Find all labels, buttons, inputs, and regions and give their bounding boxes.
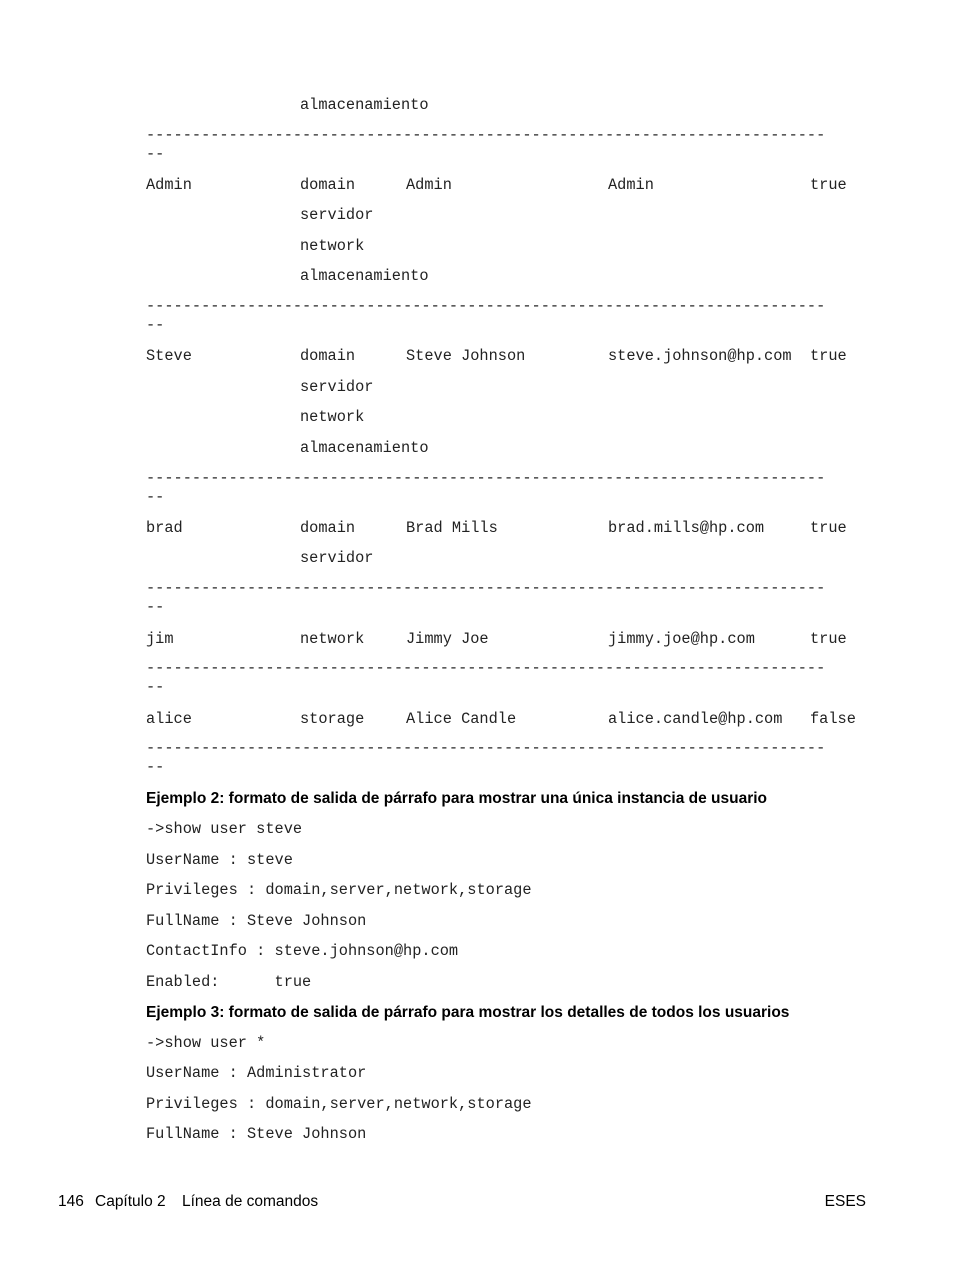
code-line: UserName : steve — [146, 851, 293, 869]
separator-line: -- — [146, 145, 165, 163]
table-cell-privilege: network — [300, 630, 365, 648]
code-line: FullName : Steve Johnson — [146, 1125, 367, 1143]
code-line: ->show user steve — [146, 820, 303, 838]
separator-line: -------------------------------------------------------------------------- — [146, 469, 826, 487]
table-cell-privilege: almacenamiento — [300, 267, 429, 285]
chapter-title: Línea de comandos — [182, 1193, 319, 1210]
separator-line: -------------------------------------------------------------------------- — [146, 579, 826, 597]
table-cell-privilege: storage — [300, 710, 365, 728]
table-cell-privilege: almacenamiento — [300, 439, 429, 457]
separator-line: -- — [146, 316, 165, 334]
table-cell-fullname: Jimmy Joe — [406, 630, 489, 648]
table-cell-fullname: Steve Johnson — [406, 347, 526, 365]
separator-line: -------------------------------------------------------------------------- — [146, 126, 826, 144]
table-cell-enabled: true — [810, 347, 847, 365]
table-cell-username: Admin — [146, 176, 192, 194]
code-line: Enabled: true — [146, 973, 312, 991]
table-cell-contact: jimmy.joe@hp.com — [608, 630, 755, 648]
code-line: ->show user * — [146, 1034, 266, 1052]
separator-line: -- — [146, 678, 165, 696]
code-line: FullName : Steve Johnson — [146, 912, 367, 930]
table-cell-enabled: true — [810, 519, 847, 537]
section-heading: Ejemplo 3: formato de salida de párrafo para mostrar los detalles de todos los usuarios — [146, 1004, 790, 1021]
table-cell-privilege: servidor — [300, 206, 374, 224]
table-cell-fullname: Alice Candle — [406, 710, 517, 728]
table-cell-privilege: network — [300, 408, 365, 426]
table-cell-enabled: true — [810, 630, 847, 648]
separator-line: -------------------------------------------------------------------------- — [146, 659, 826, 677]
table-cell-privilege: domain — [300, 519, 356, 537]
table-cell-privilege: servidor — [300, 549, 374, 567]
table-cell-privilege: domain — [300, 176, 356, 194]
table-cell-contact: alice.candle@hp.com — [608, 710, 783, 728]
separator-line: -- — [146, 758, 165, 776]
separator-line: -- — [146, 488, 165, 506]
table-cell-username: Steve — [146, 347, 192, 365]
table-cell-privilege: domain — [300, 347, 356, 365]
table-cell-privilege: network — [300, 237, 365, 255]
code-line: ContactInfo : steve.johnson@hp.com — [146, 942, 459, 960]
table-cell-username: brad — [146, 519, 183, 537]
table-cell-enabled: false — [810, 710, 856, 728]
code-line: Privileges : domain,server,network,storage — [146, 1095, 532, 1113]
code-line: Privileges : domain,server,network,storage — [146, 881, 532, 899]
table-cell-fullname: Brad Mills — [406, 519, 498, 537]
table-cell-username: jim — [146, 630, 174, 648]
separator-line: -- — [146, 598, 165, 616]
table-cell-privilege: servidor — [300, 378, 374, 396]
separator-line: -------------------------------------------------------------------------- — [146, 297, 826, 315]
page-number: 146 — [58, 1193, 84, 1210]
table-cell-enabled: true — [810, 176, 847, 194]
separator-line: -------------------------------------------------------------------------- — [146, 739, 826, 757]
table-cell-privilege: almacenamiento — [300, 96, 429, 114]
table-cell-contact: Admin — [608, 176, 654, 194]
chapter-label: Capítulo 2 — [95, 1193, 166, 1210]
table-cell-fullname: Admin — [406, 176, 452, 194]
table-cell-contact: brad.mills@hp.com — [608, 519, 765, 537]
language-code: ESES — [824, 1193, 866, 1210]
section-heading: Ejemplo 2: formato de salida de párrafo para mostrar una única instancia de usuario — [146, 790, 768, 807]
table-cell-username: alice — [146, 710, 192, 728]
table-cell-contact: steve.johnson@hp.com — [608, 347, 792, 365]
code-line: UserName : Administrator — [146, 1064, 367, 1082]
